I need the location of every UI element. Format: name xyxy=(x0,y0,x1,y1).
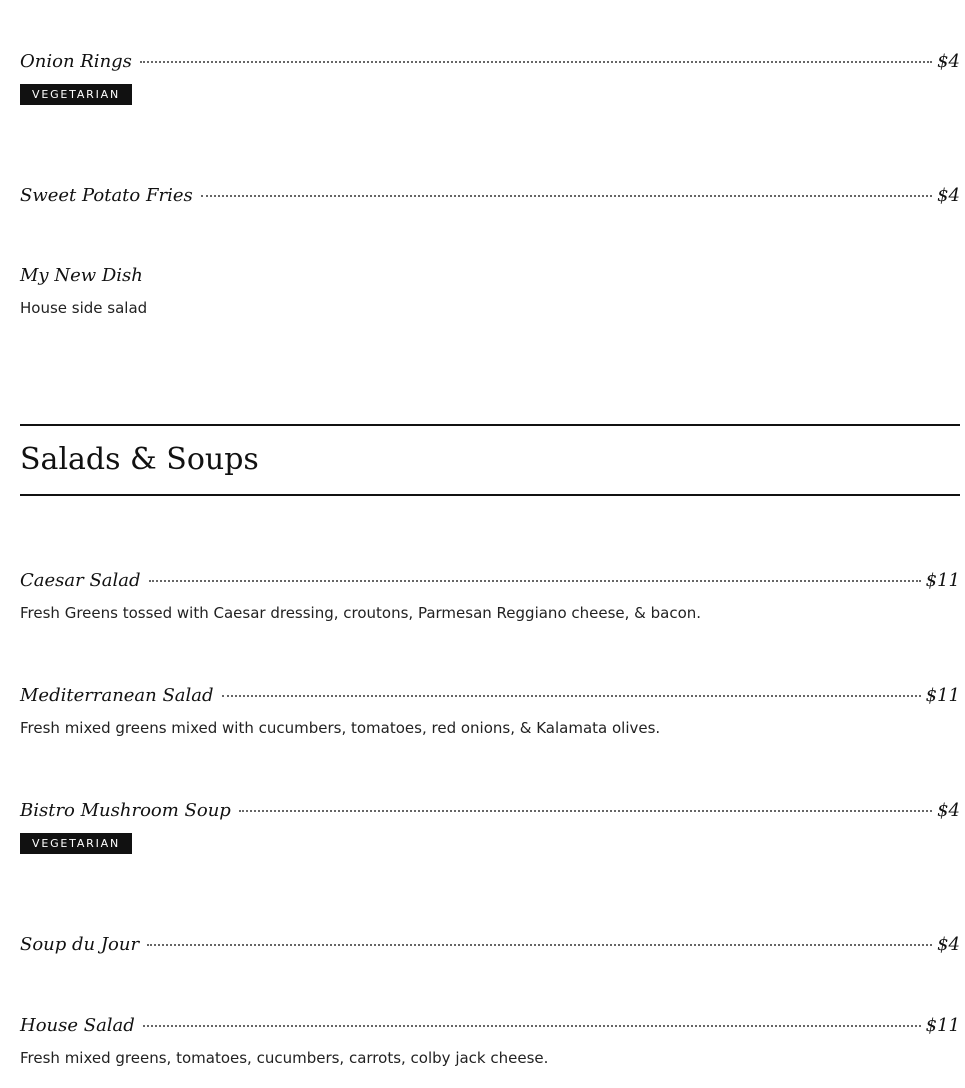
menu-item-description: House side salad xyxy=(20,299,148,317)
menu-item-leader-dots xyxy=(140,61,932,63)
menu-item-title-row xyxy=(20,1012,960,1040)
menu-item-bistro-mushroom-soup xyxy=(20,797,960,854)
menu-item-name: Caesar Salad xyxy=(20,570,141,591)
menu-item-caesar-salad xyxy=(20,567,960,623)
menu-item-my-new-dish xyxy=(20,262,960,318)
menu-item-price: $11 xyxy=(925,570,960,591)
menu-item-soup-du-jour xyxy=(20,931,960,959)
menu-item-title-row xyxy=(20,567,960,595)
menu-item-mediterranean-salad xyxy=(20,682,960,738)
menu-item-price: $4 xyxy=(937,51,960,72)
menu-item-title-row xyxy=(20,931,960,959)
menu-item-name: Soup du Jour xyxy=(20,934,140,955)
menu-item-leader-dots xyxy=(149,580,921,582)
menu-item-description: Fresh Greens tossed with Caesar dressing, croutons, Parmesan Reggiano cheese, & bacon. xyxy=(20,604,702,622)
menu-item-title-row xyxy=(20,48,960,76)
menu-item-leader-dots xyxy=(222,695,921,697)
menu-item-price: $4 xyxy=(937,185,960,206)
menu-item-sweet-potato-fries xyxy=(20,182,960,210)
vegetarian-badge: VEGETARIAN xyxy=(20,84,132,105)
menu-item-title-row xyxy=(20,182,960,210)
menu-item-description: Fresh mixed greens, tomatoes, cucumbers, carrots, colby jack cheese. xyxy=(20,1049,549,1067)
menu-item-onion-rings xyxy=(20,48,960,105)
menu-item-leader-dots xyxy=(143,1025,921,1027)
menu-item-price: $11 xyxy=(925,1015,960,1036)
menu-item-house-salad xyxy=(20,1012,960,1068)
menu-item-price: $11 xyxy=(925,685,960,706)
menu-item-name: Mediterranean Salad xyxy=(20,685,214,706)
section-header xyxy=(20,424,960,496)
section-title: Salads & Soups xyxy=(20,442,259,477)
menu-item-title-row xyxy=(20,262,960,290)
menu-item-price: $4 xyxy=(937,934,960,955)
menu-item-price: $4 xyxy=(937,800,960,821)
menu-item-name: Onion Rings xyxy=(20,51,132,72)
menu-item-leader-dots xyxy=(201,195,932,197)
menu-item-leader-dots xyxy=(147,944,932,946)
menu-item-description: Fresh mixed greens mixed with cucumbers, tomatoes, red onions, & Kalamata olives. xyxy=(20,719,661,737)
menu-item-leader-dots xyxy=(239,810,932,812)
menu-item-title-row xyxy=(20,797,960,825)
menu-item-name: House Salad xyxy=(20,1015,135,1036)
vegetarian-badge: VEGETARIAN xyxy=(20,833,132,854)
menu-item-name: My New Dish xyxy=(20,265,143,286)
menu-item-name: Bistro Mushroom Soup xyxy=(20,800,231,821)
menu-item-name: Sweet Potato Fries xyxy=(20,185,193,206)
menu-item-title-row xyxy=(20,682,960,710)
